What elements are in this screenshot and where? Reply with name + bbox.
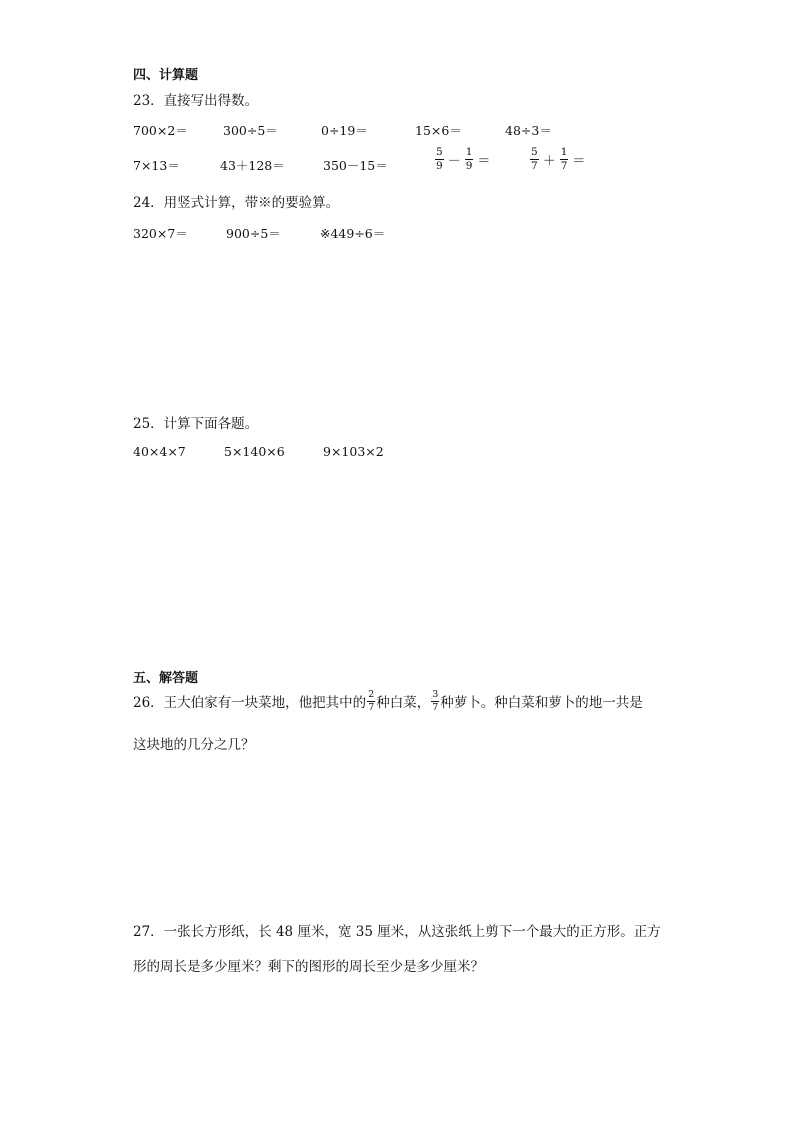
q25-item-1: 40×4×7: [133, 444, 186, 459]
denominator: 9: [465, 159, 473, 172]
question-26-line-2: 这块地的几分之几？: [133, 737, 255, 753]
question-23-prompt: 23．直接写出得数。: [133, 93, 259, 109]
q23-item-7: 43＋128＝: [220, 158, 285, 173]
equals-sign: ＝: [572, 153, 586, 169]
q24-item-2: 900÷5＝: [226, 226, 281, 241]
numerator: 3: [432, 689, 439, 700]
q26-text-part-1: 26．王大伯家有一块菜地，他把其中的: [133, 695, 367, 711]
question-25-prompt: 25．计算下面各题。: [133, 416, 259, 432]
numerator: 1: [465, 146, 473, 158]
question-24-prompt: 24．用竖式计算，带※的要验算。: [133, 195, 340, 211]
q25-item-2: 5×140×6: [224, 444, 285, 459]
denominator: 7: [531, 159, 538, 172]
section-title-5: 五、解答题: [133, 671, 199, 686]
q23-item-6: 7×13＝: [133, 158, 180, 173]
numerator: 2: [368, 689, 375, 700]
q23-item-3: 0÷19＝: [321, 123, 368, 138]
fraction: [530, 147, 539, 171]
q23-item-8: 350－15＝: [323, 158, 388, 173]
operator: ＋: [542, 153, 556, 169]
question-27-line-1: 27．一张长方形纸，长 48 厘米，宽 35 厘米，从这张纸上剪下一个最大的正方形。正方: [133, 924, 661, 940]
q23-item-2: 300÷5＝: [223, 123, 278, 138]
equals-sign: ＝: [477, 153, 491, 169]
q24-item-1: 320×7＝: [133, 226, 188, 241]
q23-item-4: 15×6＝: [415, 123, 462, 138]
fraction: [367, 690, 375, 712]
numerator: 1: [560, 146, 568, 158]
fraction: [465, 147, 474, 171]
section-title-4: 四、计算题: [133, 68, 199, 83]
q24-item-3: ※449÷6＝: [320, 226, 386, 241]
fraction: [435, 147, 444, 171]
q23-fraction-expression-1: [434, 147, 493, 171]
numerator: 5: [531, 146, 538, 158]
q25-item-3: 9×103×2: [323, 444, 384, 459]
denominator: 7: [432, 701, 439, 713]
q23-item-5: 48÷3＝: [505, 123, 552, 138]
operator: －: [447, 153, 461, 169]
denominator: 9: [436, 159, 443, 172]
q26-text-part-2: 种白菜，: [376, 695, 431, 711]
question-27-line-2: 形的周长是多少厘米？剩下的图形的周长至少是多少厘米？: [133, 959, 484, 975]
fraction: [560, 147, 569, 171]
denominator: 7: [368, 701, 375, 713]
denominator: 7: [560, 159, 568, 172]
fraction: [431, 690, 439, 712]
q23-fraction-expression-2: [529, 147, 588, 171]
numerator: 5: [436, 146, 443, 158]
question-26-line-1: [133, 690, 643, 712]
q26-text-part-3: 种萝卜。种白菜和萝卜的地一共是: [440, 695, 643, 711]
q23-item-1: 700×2＝: [133, 123, 188, 138]
